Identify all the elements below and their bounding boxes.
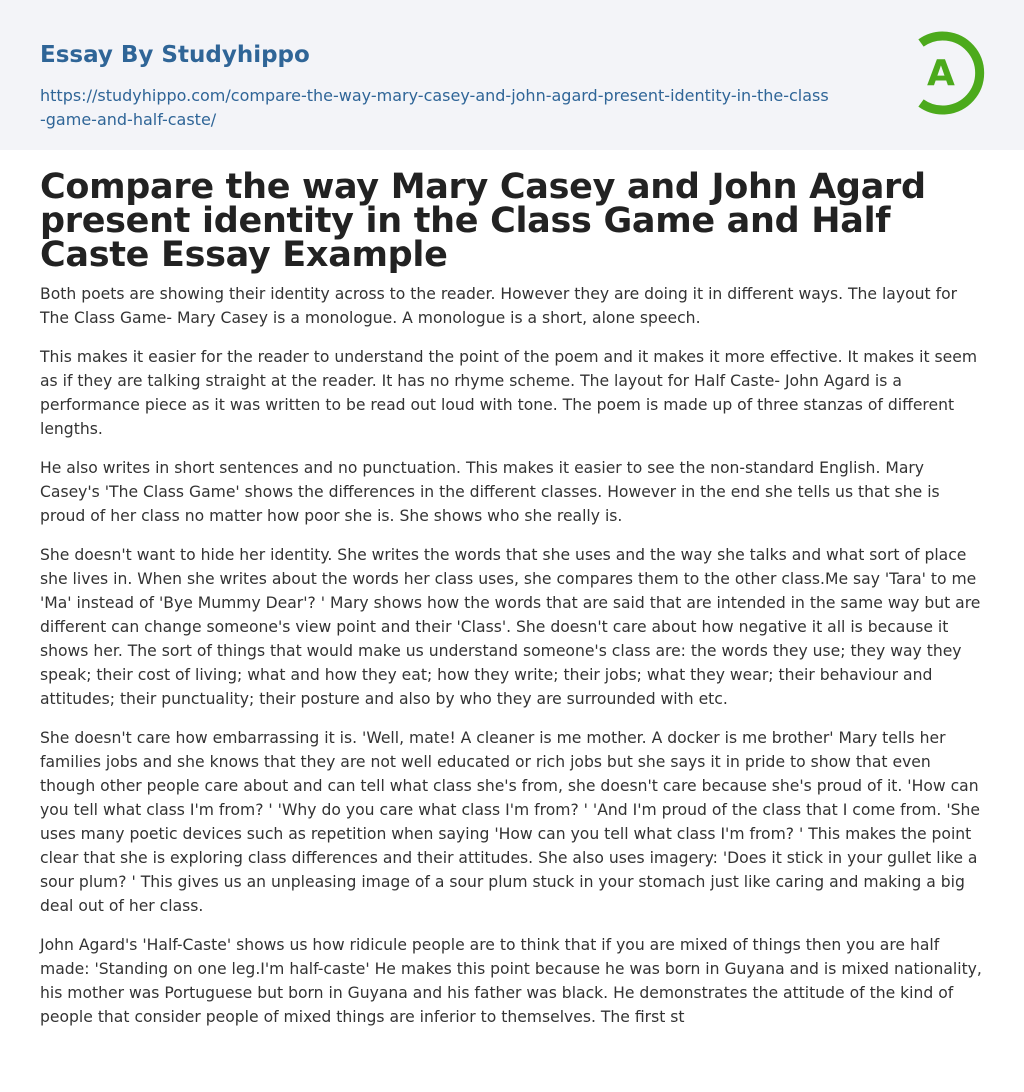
article-paragraph: This makes it easier for the reader to understand the point of the poem and it makes it more effective. It makes it seem as if they are talking straight at the reader. It has no rhyme scheme. The layout for Half Caste- John Agard is a performance piece as it was written to be read out loud with tone. The poem is made up of three stanzas of different lengths.: [40, 348, 978, 438]
article-url-link[interactable]: https://studyhippo.com/compare-the-way-mary-casey-and-john-agard-present-identity-in-the-class-game-and-half-caste/: [40, 86, 829, 129]
article-paragraph: Both poets are showing their identity across to the reader. However they are doing it in different ways. The layout for The Class Game- Mary Casey is a monologue. A monologue is a short, alone speech.: [40, 285, 958, 327]
site-header: [0, 0, 1024, 150]
article-content: [0, 150, 1024, 1029]
site-brand[interactable]: Essay By Studyhippo: [40, 42, 310, 68]
article-paragraph: She doesn't care how embarrassing it is. 'Well, mate! A cleaner is me mother. A docker is me brother' Mary tells her families jobs and she knows that they are not well educated or rich jobs but she says it in pride to show that even though other people care about and can tell what class she's from, she doesn't care because she's proud of it. 'How can you tell what class I'm from? ' 'Why do you care what class I'm from? ' 'And I'm proud of the class that I come from. 'She uses many poetic devices such as repetition when saying 'How can you tell what class I'm from? ' This makes the point clear that she is exploring class differences and their attitudes. She also uses imagery: 'Does it stick in your gullet like a sour plum? ' This gives us an unpleasing image of a sour plum stuck in your stomach just like caring and making a big deal out of her class.: [40, 729, 980, 915]
article-paragraph: She doesn't want to hide her identity. She writes the words that she uses and the way she talks and what sort of place she lives in. When she writes about the words her class uses, she compares them to the other class.Me say 'Tara' to me 'Ma' instead of 'Bye Mummy Dear'? ' Mary shows how the words that are said that are intended in the same way but are different can change someone's view point and their 'Class'. She doesn't care about how negative it all is because it shows her. The sort of things that would make us understand someone's class are: the words they use; they way they speak; their cost of living; what and how they eat; how they write; their jobs; what they wear; their behaviour and attitudes; their punctuality; their posture and also by who they are surrounded with etc.: [40, 546, 981, 708]
article-title: Compare the way Mary Casey and John Agard present identity in the Class Game and Half Caste Essay Example: [40, 167, 926, 275]
studyhippo-logo-icon[interactable]: [900, 30, 986, 116]
article-paragraph: He also writes in short sentences and no punctuation. This makes it easier to see the non-standard English. Mary Casey's 'The Class Game' shows the differences in the different classes. However in the end she tells us that she is proud of her class no matter how poor she is. She shows who she really is.: [40, 459, 940, 525]
article-paragraph: John Agard's 'Half-Caste' shows us how ridicule people are to think that if you are mixed of things then you are half made: 'Standing on one leg.I'm half-caste' He makes this point because he was born in Guyana and is mixed nationality, his mother was Portuguese but born in Guyana and his father was black. He demonstrates the attitude of the kind of people that consider people of mixed things are inferior to themselves. The first st: [40, 936, 982, 1026]
logo-letter: A: [927, 53, 955, 94]
